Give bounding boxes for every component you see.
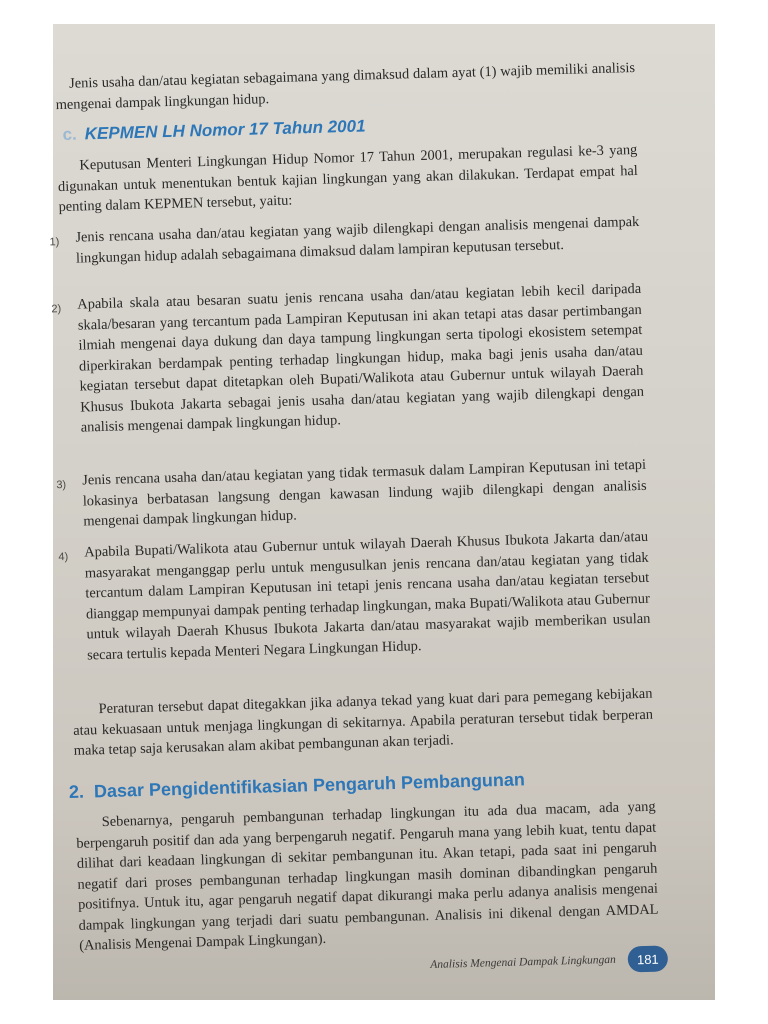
list-marker: 1) (49, 236, 60, 249)
section-heading-kepmen (62, 117, 366, 145)
page-number-badge: 181 (627, 945, 668, 972)
intro-paragraph: Jenis usaha dan/atau kegiatan sebagaimana yang dimaksud dalam ayat (1) wajib memiliki analisis mengenai dampak lingkungan hidup. (55, 59, 636, 113)
list-item (58, 527, 651, 666)
section-number: 2. (68, 781, 85, 803)
list-item (56, 455, 647, 533)
section-title: KEPMEN LH Nomor 17 Tahun 2001 (84, 116, 366, 144)
running-title: Analisis Mengenai Dampak Lingkungan (430, 953, 616, 972)
book-page (49, 24, 715, 1000)
list-marker: 2) (51, 303, 62, 316)
list-item-text: Jenis rencana usaha dan/atau kegiatan yang wajib dilengkapi dengan analisis mengenai dampak lingkungan hidup adalah sebagaimana dimaksud dalam lampiran keputusan tersebut. (75, 213, 640, 267)
list-item (49, 212, 640, 269)
closing-paragraph: Peraturan tersebut dapat ditegakkan jika adanya tekad yang kuat dari para pemegang kebijakan atau kekuasaan untuk menjaga lingkungan di sekitarnya. Apabila peraturan tersebut tidak berperan maka tetap saja kerusakan alam akibat pembangunan akan terjadi. (72, 685, 654, 759)
page-footer (430, 945, 668, 978)
list-item-text: Apabila Bupati/Walikota atau Gubernur untuk wilayah Daerah Khusus Ibukota Jakarta dan/atau masyarakat menganggap perlu untuk mengusulkan jenis rencana dan/atau kegiatan yang tidak tercantum dalam Lampiran Keputusan ini tetapi jenis rencana usaha dan/atau kegiatan tersebut dianggap mempunyai dampak penting terhadap lingkungan, maka Bupati/Walikota atau Gubernur untuk wilayah Daerah Khusus Ibukota Jakarta dan/atau masyarakat wajib memberikan usulan secara tertulis kepada Menteri Negara Lingkungan Hidup. (84, 528, 651, 663)
section-number: c. (62, 124, 78, 144)
list-item (51, 279, 645, 439)
decree-intro-paragraph: Keputusan Menteri Lingkungan Hidup Nomor 17 Tahun 2001, merupakan regulasi ke-3 yang digunakan untuk menentukan bentuk kajian lingkungan yang akan dilakukan. Terdapat empat hal penting dalam KEPMEN tersebut, yaitu: (57, 141, 639, 216)
list-item-text: Apabila skala atau besaran suatu jenis rencana usaha dan/atau kegiatan lebih kecil daripada skala/besaran yang tercantum pada Lampiran Keputusan ini akan tetapi atas dasar pertimbangan ilmiah mengenai daya dukung dan daya tampung lingkungan serta tipologi ekosistem setempat diperkirakan berdampak penting terhadap lingkungan hidup, maka bagi jenis usaha dan/atau kegiatan tersebut dapat ditetapkan oleh Bupati/Walikota atau Gubernur untuk wilayah Daerah Khusus Ibukota Jakarta sebagai jenis usaha dan/atau kegiatan yang wajib dilengkapi dengan analisis mengenai dampak lingkungan hidup. (77, 280, 645, 436)
section-2-paragraph: Sebenarnya, pengaruh pembangunan terhadap lingkungan itu ada dua macam, ada yang berpengaruh positif dan ada yang berpengaruh negatif. Pengaruh mana yang lebih kuat, tentu dapat dilihat dari keadaan lingkungan di sekitar pembangunan itu. Akan tetapi, pada saat ini pengaruh negatif dari proses pembangunan terhadap lingkungan masih dominan dibandingkan pengaruh positifnya. Untuk itu, agar pengaruh negatif dapat dikurangi maka perlu adanya analisis mengenai dampak lingkungan yang terjadi dari suatu pembangunan. Analisis ini dikenal dengan AMDAL (Analisis Mengenai Dampak Lingkungan). (76, 798, 659, 954)
section-title: Dasar Pengidentifikasian Pengaruh Pembangunan (93, 769, 526, 802)
list-marker: 3) (56, 479, 67, 492)
list-item-text: Jenis rencana usaha dan/atau kegiatan yang tidak termasuk dalam Lampiran Keputusan ini tetapi lokasinya berbatasan langsung dengan kawasan lindung wajib dilengkapi dengan analisis mengenai dampak lingkungan hidup. (82, 456, 647, 530)
list-marker: 4) (58, 550, 69, 564)
page-content (40, 14, 729, 1008)
section-heading-dasar (69, 769, 526, 803)
